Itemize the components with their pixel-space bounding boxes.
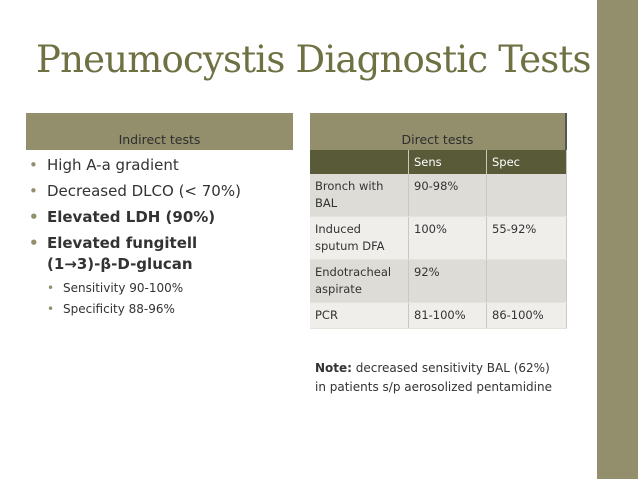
table-cell: 100% [409,217,487,260]
bullet-icon: • [29,182,38,200]
table-cell: PCR [310,303,409,329]
sub-list-item [47,300,299,318]
table-cell: 55-92% [487,217,567,260]
fungitell-line1: Elevated fungitell [47,234,198,252]
list-item-text: Elevated LDH (90%) [47,208,216,226]
table-cell [487,260,567,303]
note-body: decreased sensitivity BAL (62%) in patients s/p aerosolized pentamidine [315,361,552,394]
column-header [310,150,409,174]
table-header-row [310,150,567,174]
sub-list-item-text: Sensitivity 90-100% [63,281,184,295]
sub-list-item-text: Specificity 88-96% [63,302,175,316]
list-item [29,181,299,202]
sub-list-item [47,279,299,297]
table-row [310,260,567,303]
column-header: Spec [487,150,567,174]
list-item [29,207,299,228]
list-item-text: Decreased DLCO (< 70%) [47,182,241,200]
table-cell: Endotracheal aspirate [310,260,409,303]
note-text [315,359,560,397]
bullet-icon: • [29,156,38,174]
table-cell [487,174,567,217]
table-row [310,217,567,260]
direct-tests-header: Direct tests [310,113,567,150]
bullet-icon: • [29,208,39,226]
table-row [310,174,567,217]
table-cell: 86-100% [487,303,567,329]
table-cell: 90-98% [409,174,487,217]
table-cell: Induced sputum DFA [310,217,409,260]
table-row [310,303,567,329]
list-item-text: High A-a gradient [47,156,179,174]
table-cell: 81-100% [409,303,487,329]
page-title: Pneumocystis Diagnostic Tests [36,38,591,81]
table-cell: 92% [409,260,487,303]
indirect-tests-header: Indirect tests [26,113,293,150]
bullet-icon: • [47,281,55,295]
arrow-right-icon: → [64,255,77,273]
fungitell-line2b: 3)-β-D-glucan [76,255,193,273]
sidebar-stripe [597,0,638,479]
list-item [29,155,299,176]
fungitell-line2a: (1 [47,255,65,273]
list-item-fungitell [29,233,299,318]
fungitell-sublist [47,279,299,318]
note-label: Note: [315,361,352,375]
column-header: Sens [409,150,487,174]
direct-tests-table [310,150,567,329]
bullet-icon: • [29,234,39,252]
table-cell: Bronch with BAL [310,174,409,217]
indirect-tests-list [29,155,299,323]
bullet-icon: • [47,302,55,316]
